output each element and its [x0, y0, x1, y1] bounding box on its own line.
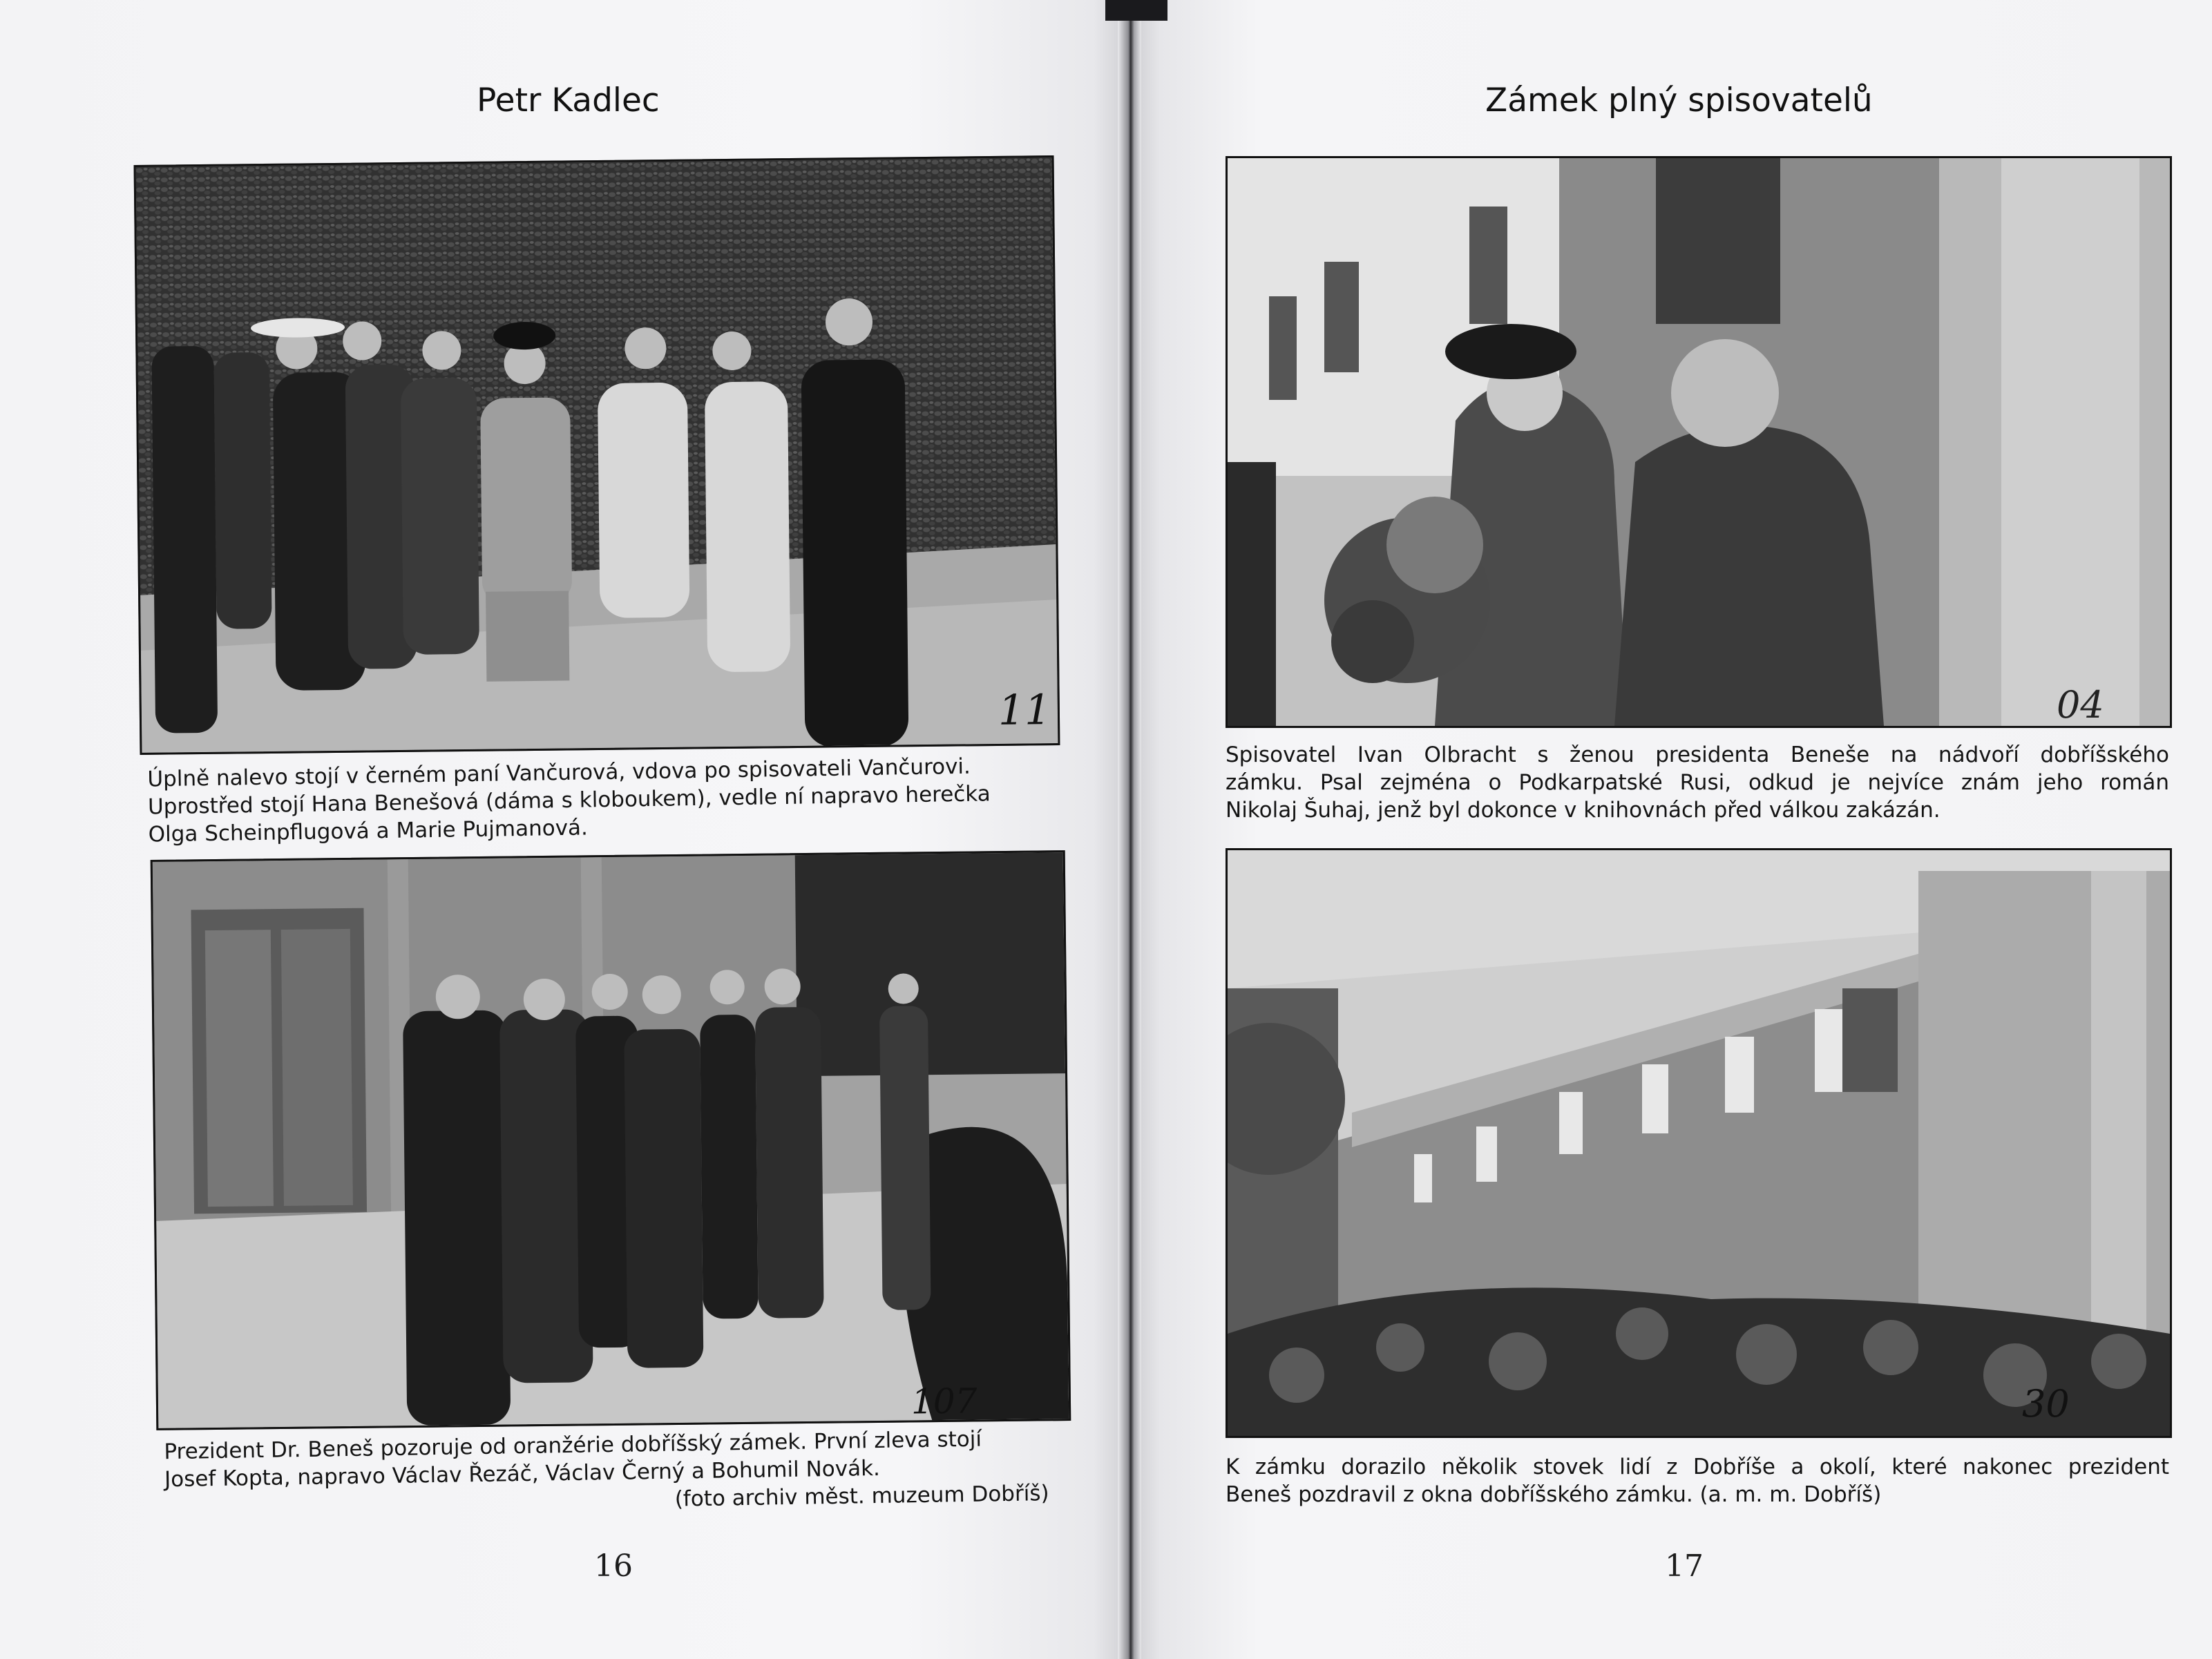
caption-crowd [1226, 1453, 2169, 1508]
book-gutter [1118, 0, 1141, 1659]
right-page [1127, 0, 2212, 1659]
photo-crowd-image [1228, 850, 2170, 1436]
caption-line: Prezident Dr. Beneš pozoruje od oranžérie dobříšský zámek. První zleva stojí [164, 1426, 982, 1465]
photo-olbracht-handwritten-mark: 04 [2057, 683, 2104, 726]
photo-olbracht-courtyard [1226, 156, 2172, 728]
photo-men-courtyard-image [153, 852, 1069, 1428]
caption-line: Úplně nalevo stojí v černém paní Vančurová, vdova po spisovateli Vančurovi. [147, 754, 971, 792]
photo-olbracht-image [1228, 158, 2170, 726]
caption-men-courtyard [164, 1424, 1063, 1521]
caption-women-group [147, 751, 1067, 849]
caption-olbracht [1226, 741, 2169, 824]
photo-women-handwritten-mark: 11 [998, 686, 1051, 735]
caption-line: K zámku dorazilo několik stovek lidí z Dobříše a okolí, které nakonec prezident [1226, 1455, 2169, 1479]
caption-line: zámku. Psal zejména o Podkarpatské Rusi, odkud je nejvíce znám jeho román [1226, 770, 2169, 795]
photo-women-group-image [136, 157, 1058, 753]
right-running-head: Zámek plný spisovatelů [1485, 81, 1873, 119]
photo-men-courtyard [151, 850, 1071, 1430]
caption-line: Josef Kopta, napravo Václav Řezáč, Václav Černý a Bohumil Novák. [164, 1455, 881, 1493]
caption-line: Uprostřed stojí Hana Benešová (dáma s kloboukem), vedle ní napravo herečka [147, 781, 991, 820]
photo-crowd-chateau [1226, 848, 2172, 1438]
caption-line: Olga Scheinpflugová a Marie Pujmanová. [148, 815, 589, 847]
photo-women-group [134, 155, 1060, 755]
photo-men-handwritten-mark: 107 [910, 1381, 978, 1422]
caption-credit: (foto archiv měst. muzeum Dobříš) [674, 1481, 1049, 1512]
left-running-head: Petr Kadlec [477, 81, 660, 119]
caption-line: Beneš pozdravil z okna dobříšského zámku. (a. m. m. Dobříš) [1226, 1482, 1882, 1507]
scan-shadow [1105, 0, 1167, 21]
right-page-number: 17 [1665, 1548, 1704, 1584]
photo-crowd-handwritten-mark: 30 [2022, 1382, 2070, 1426]
caption-line: Nikolaj Šuhaj, jenž byl dokonce v knihovnách před válkou zakázán. [1226, 798, 1941, 823]
caption-line: Spisovatel Ivan Olbracht s ženou presidenta Beneše na nádvoří dobříšského [1226, 742, 2169, 767]
left-page-number: 16 [594, 1548, 633, 1584]
